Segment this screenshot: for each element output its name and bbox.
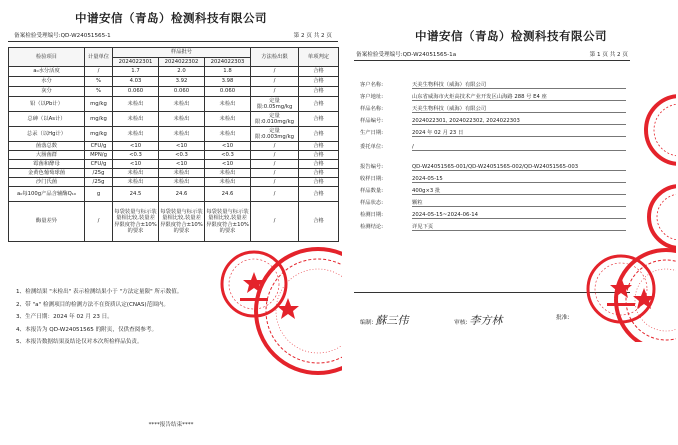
item-cell: 大肠菌群 <box>9 151 85 160</box>
red-seal-stamp <box>640 90 676 172</box>
header-item: 检验项目 <box>9 48 85 67</box>
field-row <box>360 162 578 170</box>
value-cell: 未检出 <box>113 112 159 127</box>
report-number: 备案检验受理编号:QD-W24051565-1a <box>356 52 457 58</box>
item-cell: 总砷（以As计） <box>9 112 85 127</box>
value-cell: 4.03 <box>113 77 159 87</box>
field-label: 客户地址: <box>360 94 383 100</box>
report-number: 备案检验受理编号:QD-W24051565-1 <box>14 33 111 39</box>
field-underline <box>412 182 626 183</box>
compiler-signature: 编制: 蘇三伟 <box>360 314 409 327</box>
company-title: 中谱安信（青岛）检测科技有限公司 <box>415 29 607 43</box>
value-cell: 未检出 <box>159 178 205 187</box>
value-cell: <0.3 <box>159 151 205 160</box>
item-cell: 霉菌和酵母 <box>9 160 85 169</box>
field-value: 2024-05-15 <box>412 176 443 182</box>
value-cell: <0.3 <box>113 151 159 160</box>
value-cell: 3.98 <box>205 77 251 87</box>
field-label: 检测日期: <box>360 212 383 218</box>
table-row <box>9 178 339 187</box>
field-underline <box>412 124 626 125</box>
field-label: 样品状态: <box>360 200 383 206</box>
unit-cell: / <box>85 202 113 242</box>
approver-signature: 批准: <box>556 315 570 321</box>
method-cell: / <box>251 178 299 187</box>
value-cell: 未检出 <box>113 169 159 178</box>
item-cell: 酶量差异 <box>9 202 85 242</box>
header-rule <box>354 60 630 61</box>
unit-cell: /25g <box>85 169 113 178</box>
field-label: 委托单位: <box>360 144 383 150</box>
value-cell: 未检出 <box>205 97 251 112</box>
item-cell: 铅（以Pb计） <box>9 97 85 112</box>
value-cell: 3.92 <box>159 77 205 87</box>
field-label: 客户名称: <box>360 82 383 88</box>
unit-cell: MPN/g <box>85 151 113 160</box>
field-underline <box>412 218 626 219</box>
field-label: 生产日期: <box>360 130 383 136</box>
value-cell: <0.3 <box>205 151 251 160</box>
field-row <box>360 128 463 136</box>
table-row <box>9 160 339 169</box>
field-underline <box>412 230 626 231</box>
method-cell: 定量限:0.05mg/kg <box>251 97 299 112</box>
batch-1: 2024022301 <box>113 58 159 67</box>
unit-cell: CFU/g <box>85 160 113 169</box>
field-row <box>360 142 414 150</box>
method-cell: 定量限:0.010mg/kg <box>251 112 299 127</box>
item-cell: 金黄色葡萄球菌 <box>9 169 85 178</box>
unit-cell: mg/kg <box>85 127 113 142</box>
table-row <box>9 87 339 97</box>
field-row <box>360 104 486 112</box>
table-row <box>9 142 339 151</box>
table-row <box>9 127 339 142</box>
reviewer-signature: 审核: 李方林 <box>454 314 503 327</box>
table-row <box>9 112 339 127</box>
unit-cell: % <box>85 87 113 97</box>
method-cell: / <box>251 202 299 242</box>
result-cell: 合格 <box>299 187 339 202</box>
value-cell: 未检出 <box>159 97 205 112</box>
value-cell: 未检出 <box>113 127 159 142</box>
method-cell: / <box>251 142 299 151</box>
value-cell: <10 <box>113 142 159 151</box>
batch-3: 2024022303 <box>205 58 251 67</box>
result-cell: 合格 <box>299 142 339 151</box>
value-cell: 未检出 <box>205 178 251 187</box>
field-row <box>360 174 443 182</box>
method-cell: / <box>251 87 299 97</box>
unit-cell: g <box>85 187 113 202</box>
header-result: 单项判定 <box>299 48 339 67</box>
field-label: 样品数量: <box>360 188 383 194</box>
unit-cell: / <box>85 67 113 77</box>
table-row <box>9 169 339 178</box>
method-cell: / <box>251 151 299 160</box>
value-cell: <10 <box>159 142 205 151</box>
field-label: 报告编号: <box>360 164 383 170</box>
note-item: 5、本报告数据结果及结论仅对本次所检样品负责。 <box>16 339 143 345</box>
item-cell: 菌落总数 <box>9 142 85 151</box>
value-cell: <10 <box>205 142 251 151</box>
value-cell: 每袋装量与标示装量相比较,装量差异限度符合±10%的要求 <box>205 202 251 242</box>
result-cell: 合格 <box>299 97 339 112</box>
unit-cell: % <box>85 77 113 87</box>
value-cell: 1.8 <box>205 67 251 77</box>
value-cell: 未检出 <box>113 97 159 112</box>
field-row <box>360 210 478 218</box>
value-cell: 2.0 <box>159 67 205 77</box>
item-cell: 灰分 <box>9 87 85 97</box>
unit-cell: mg/kg <box>85 97 113 112</box>
value-cell: 0.060 <box>159 87 205 97</box>
method-cell: / <box>251 67 299 77</box>
unit-cell: CFU/g <box>85 142 113 151</box>
value-cell: 每袋装量与标示装量相比较,装量差异限度符合±10%的要求 <box>113 202 159 242</box>
item-cell: 沙门氏菌 <box>9 178 85 187</box>
field-value: 山东省威海市火炬高技术产业开发区山海路 288 号 E4 座 <box>412 94 547 100</box>
table-row <box>9 67 339 77</box>
field-label: 样品名称: <box>360 106 383 112</box>
field-row <box>360 186 440 194</box>
batch-2: 2024022302 <box>159 58 205 67</box>
header-rule <box>8 41 338 42</box>
field-value: 2024 年 02 月 23 日 <box>412 130 464 136</box>
table-row <box>9 97 339 112</box>
value-cell: 未检出 <box>159 127 205 142</box>
page-number: 第 2 页 共 2 页 <box>293 33 332 39</box>
result-cell: 合格 <box>299 112 339 127</box>
header-unit: 计量单位 <box>85 48 113 67</box>
result-cell: 合格 <box>299 67 339 77</box>
field-label: 检测结论: <box>360 224 383 230</box>
table-row <box>9 151 339 160</box>
value-cell: 未检出 <box>205 169 251 178</box>
item-cell: a₀每100g产品含辅酶Q₁₀ <box>9 187 85 202</box>
result-cell: 合格 <box>299 160 339 169</box>
field-value: QD-W24051565-001/QD-W24051565-002/QD-W24051565-003 <box>412 164 579 170</box>
note-item: 4、本报告为 QD-W24051565 的附页，仅供查阅参考。 <box>16 326 158 333</box>
field-row <box>360 80 486 88</box>
field-underline <box>412 150 626 151</box>
field-underline <box>412 88 626 89</box>
field-label: 样品编号: <box>360 118 383 124</box>
field-row <box>360 116 520 124</box>
table-row <box>9 187 339 202</box>
result-cell: 合格 <box>299 87 339 97</box>
field-underline <box>412 136 626 137</box>
value-cell: 0.060 <box>205 87 251 97</box>
field-row <box>360 198 423 206</box>
item-cell: 总汞（以Hg计） <box>9 127 85 142</box>
value-cell: 未检出 <box>113 178 159 187</box>
value-cell: 24.6 <box>205 187 251 202</box>
field-value: 天美生物科技（威海）有限公司 <box>412 106 487 112</box>
test-report-cover <box>346 4 676 342</box>
field-underline <box>412 100 626 101</box>
value-cell: 1.7 <box>113 67 159 77</box>
result-cell: 合格 <box>299 169 339 178</box>
field-underline <box>412 112 626 113</box>
method-cell: / <box>251 160 299 169</box>
unit-cell: /25g <box>85 178 113 187</box>
company-title: 中谱安信（青岛）检测科技有限公司 <box>75 11 267 25</box>
red-seal-stamp <box>250 236 342 386</box>
value-cell: 未检出 <box>205 112 251 127</box>
note-item: 1、检测结果 "未检出" 表示检测结果小于 "方法定量限" 所示数值。 <box>16 289 183 295</box>
value-cell: <10 <box>159 160 205 169</box>
test-report-appendix <box>2 4 340 442</box>
header-batch: 样品批号 <box>113 48 251 58</box>
field-value: 400g×3 批 <box>412 188 441 194</box>
value-cell: 0.060 <box>113 87 159 97</box>
method-cell: 定量限:0.003mg/kg <box>251 127 299 142</box>
value-cell: 未检出 <box>159 169 205 178</box>
result-cell: 合格 <box>299 127 339 142</box>
table-row <box>9 77 339 87</box>
value-cell: 未检出 <box>205 127 251 142</box>
results-table <box>8 47 339 242</box>
result-cell: 合格 <box>299 77 339 87</box>
method-cell: / <box>251 187 299 202</box>
field-value: 2024022301, 2024022302, 2024022303 <box>412 118 520 124</box>
report-end-mark: ****报告结束**** <box>148 422 194 428</box>
field-row <box>360 222 433 230</box>
result-cell: 合格 <box>299 151 339 160</box>
value-cell: <10 <box>113 160 159 169</box>
result-cell: 合格 <box>299 202 339 242</box>
field-underline <box>412 170 626 171</box>
header-method: 方法检出限 <box>251 48 299 67</box>
value-cell: 未检出 <box>159 112 205 127</box>
value-cell: <10 <box>205 160 251 169</box>
result-cell: 合格 <box>299 178 339 187</box>
value-cell: 24.6 <box>159 187 205 202</box>
item-cell: a₀水分活度 <box>9 67 85 77</box>
item-cell: 水分 <box>9 77 85 87</box>
field-underline <box>412 206 626 207</box>
field-value: 2024-05-15~2024-06-14 <box>412 212 479 218</box>
note-item: 3、生产日期：2024 年 02 月 23 日。 <box>16 314 113 320</box>
field-label: 收样日期: <box>360 176 383 182</box>
field-value: 颗粒 <box>412 200 423 206</box>
field-value: 详见下页 <box>412 224 434 230</box>
note-item: 2、带 "a" 检测项目的检测方法不在资质认定(CNAS)范围内。 <box>16 301 169 308</box>
field-underline <box>412 194 626 195</box>
value-cell: 每袋装量与标示装量相比较,装量差异限度符合±10%的要求 <box>159 202 205 242</box>
unit-cell: mg/kg <box>85 112 113 127</box>
field-value: 天美生物科技（威海）有限公司 <box>412 82 487 88</box>
field-row <box>360 92 547 100</box>
method-cell: / <box>251 77 299 87</box>
field-value: / <box>412 144 414 150</box>
value-cell: 24.5 <box>113 187 159 202</box>
red-seal-stamp <box>604 240 676 342</box>
page-number: 第 1 页 共 2 页 <box>589 52 628 58</box>
method-cell: / <box>251 169 299 178</box>
